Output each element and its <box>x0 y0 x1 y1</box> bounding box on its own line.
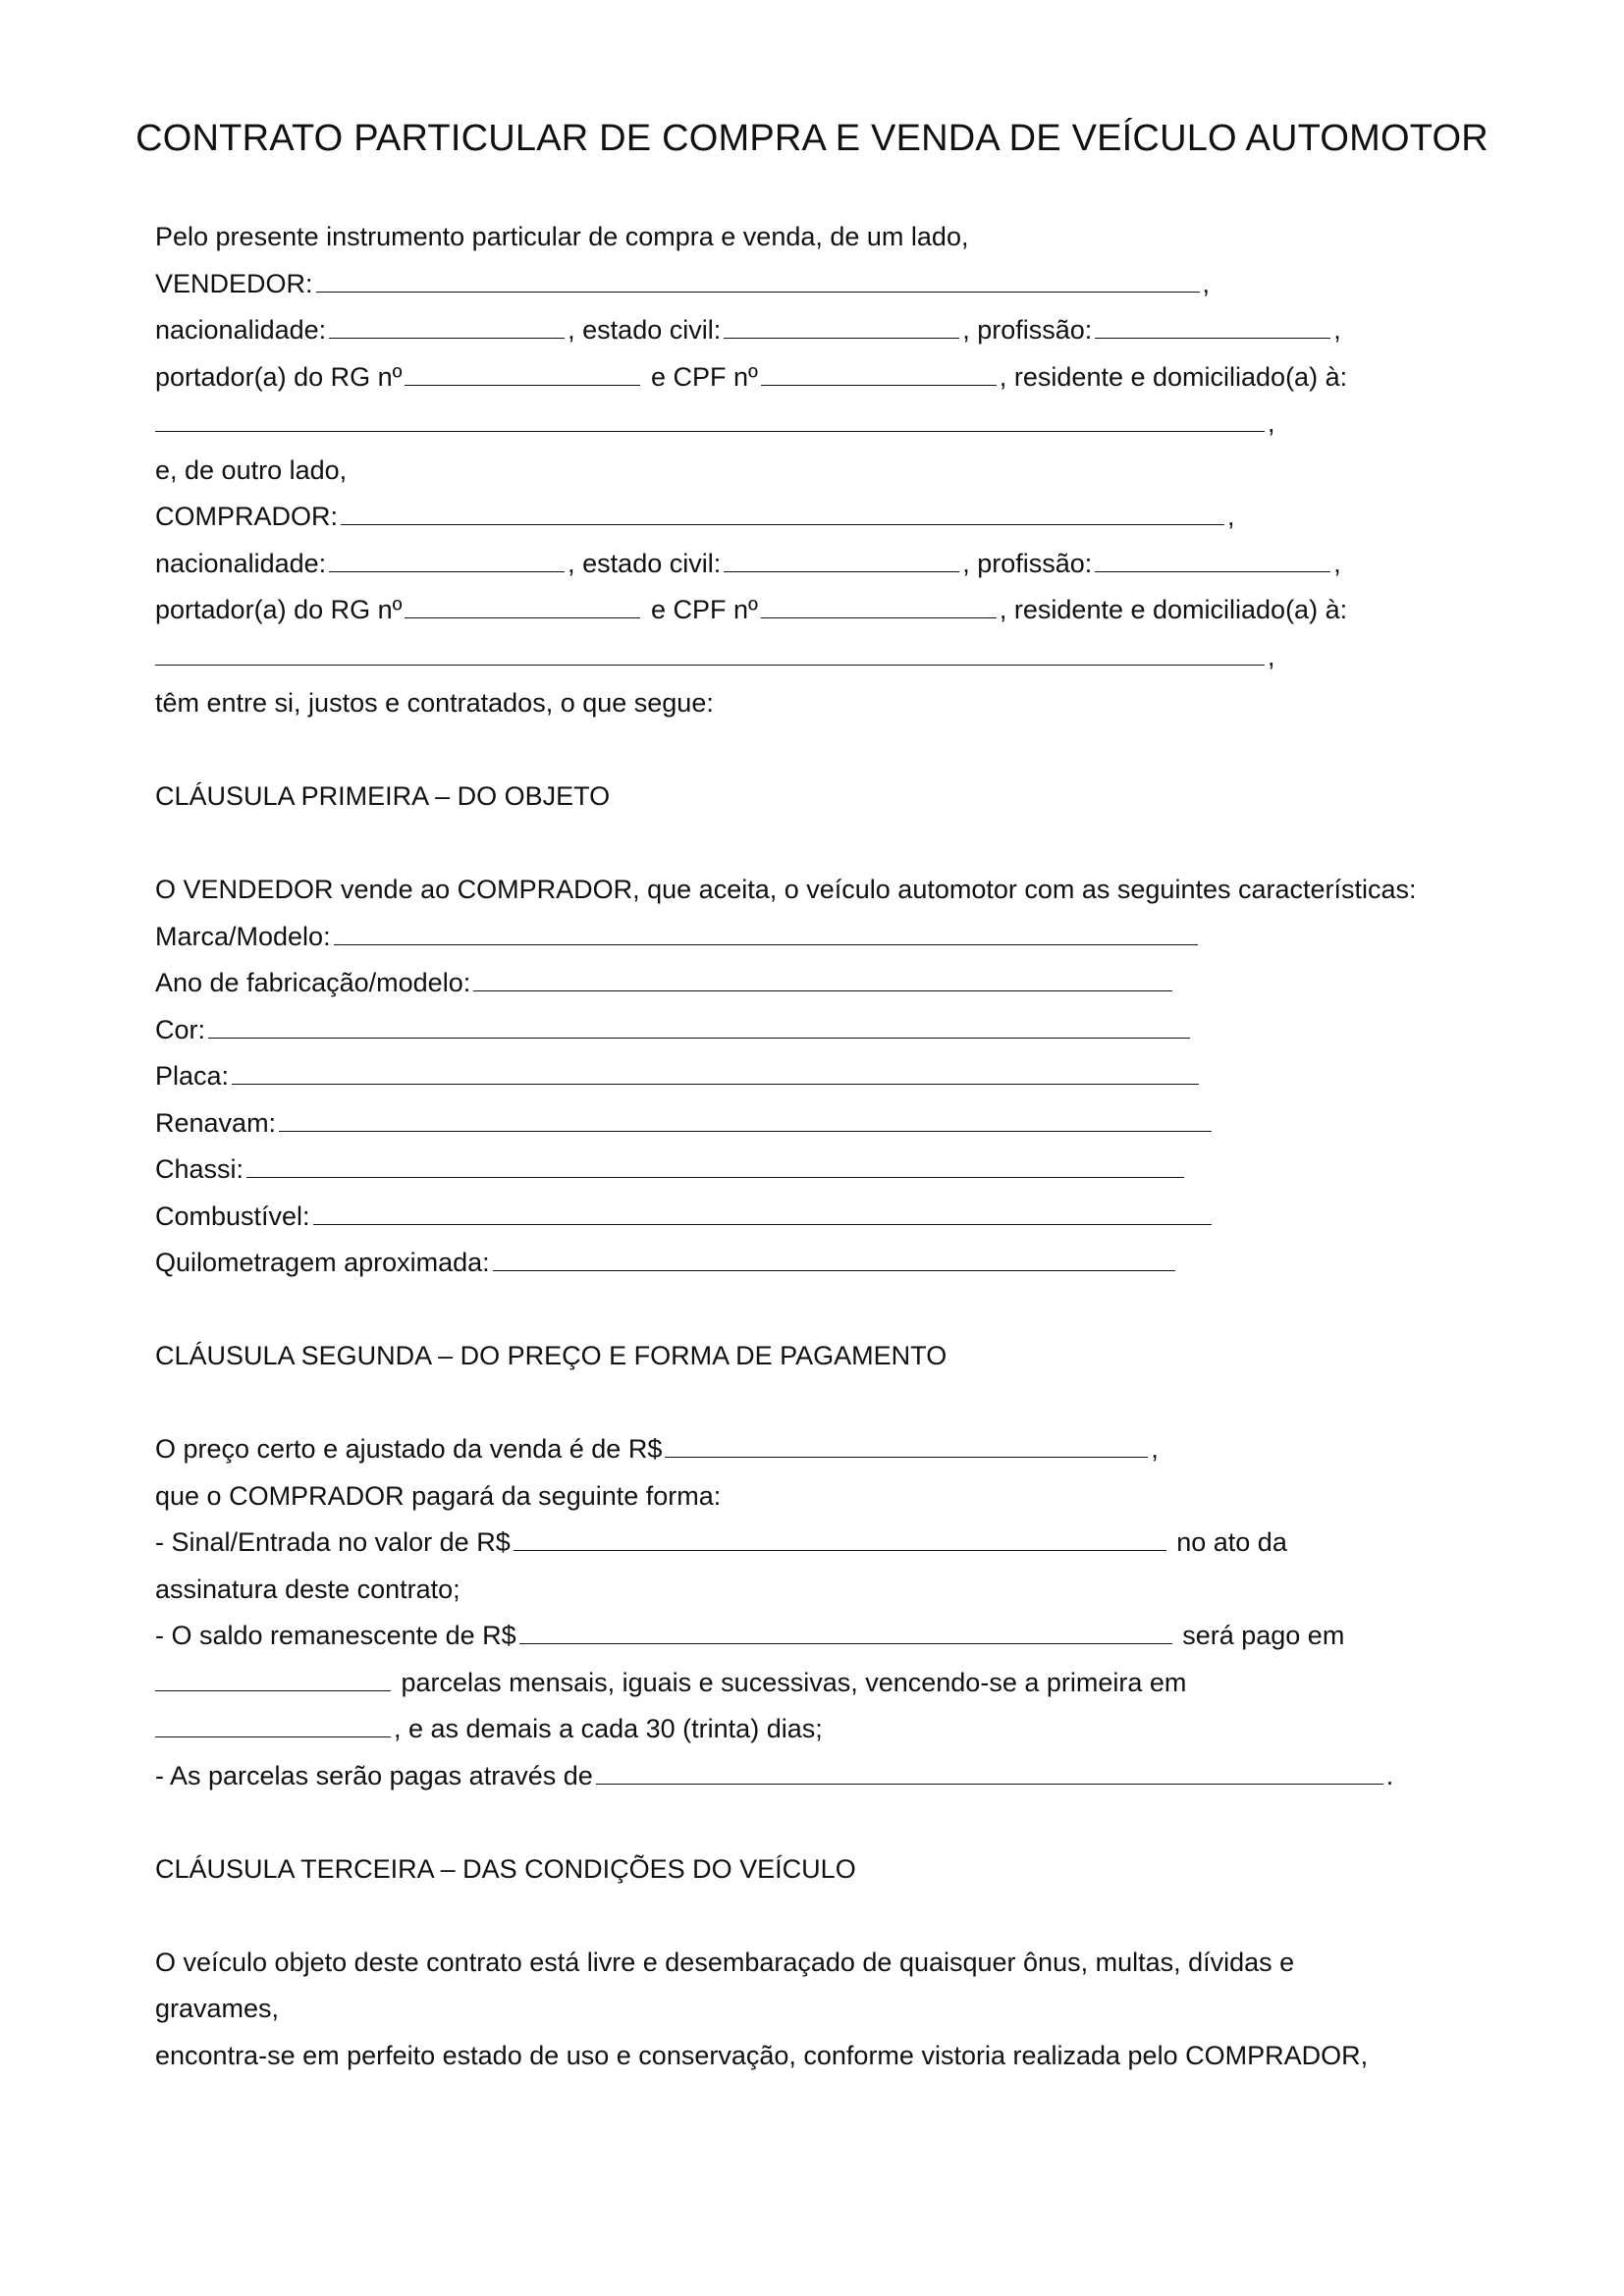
buyer-details-line: nacionalidade: , estado civil: , profissão: , <box>155 541 1549 588</box>
buyer-nationality-blank[interactable] <box>329 542 565 572</box>
clause2-heading: CLÁUSULA SEGUNDA – DO PREÇO E FORMA DE PAGAMENTO <box>155 1341 947 1370</box>
brand-blank[interactable] <box>334 915 1198 945</box>
clause3-line2: gravames, <box>155 1994 280 2023</box>
installments-count-blank[interactable] <box>155 1661 391 1691</box>
plate-line: Placa: <box>155 1053 1549 1100</box>
balance-line: - O saldo remanescente de R$ será pago em <box>155 1613 1549 1660</box>
installments-line: parcelas mensais, iguais e sucessivas, vencendo-se a primeira em <box>155 1660 1549 1707</box>
clause3-line1: O veículo objeto deste contrato está livre e desembaraçado de quaisquer ônus, multas, dívidas e <box>155 1947 1295 1977</box>
buyer-documents-line: portador(a) do RG nº e CPF nº , residente e domiciliado(a) à: <box>155 587 1549 634</box>
buyer-cpf-blank[interactable] <box>761 588 997 618</box>
chassis-blank[interactable] <box>246 1148 1184 1178</box>
seller-documents-line: portador(a) do RG nº e CPF nº , residente e domiciliado(a) à: <box>155 354 1549 401</box>
seller-nationality-blank[interactable] <box>329 308 565 339</box>
payment-method-blank[interactable] <box>596 1754 1383 1785</box>
year-blank[interactable] <box>473 961 1172 991</box>
color-blank[interactable] <box>208 1008 1190 1039</box>
seller-cpf-blank[interactable] <box>761 355 997 386</box>
price-line: O preço certo e ajustado da venda é de R$ , <box>155 1426 1549 1473</box>
buyer-profession-blank[interactable] <box>1095 542 1330 572</box>
buyer-address-blank[interactable] <box>155 635 1265 666</box>
down-payment-cont-line: assinatura deste contrato; <box>155 1574 460 1604</box>
first-due-date-blank[interactable] <box>155 1707 391 1737</box>
renavam-line: Renavam: <box>155 1100 1549 1148</box>
seller-line: VENDEDOR: , <box>155 261 1549 308</box>
seller-name-blank[interactable] <box>316 262 1200 293</box>
down-payment-blank[interactable] <box>514 1521 1166 1551</box>
buyer-name-blank[interactable] <box>341 495 1224 525</box>
first-due-line: , e as demais a cada 30 (trinta) dias; <box>155 1706 1549 1753</box>
seller-address-line: , <box>155 400 1549 448</box>
page-title: CONTRATO PARTICULAR DE COMPRA E VENDA DE VEÍCULO AUTOMOTOR <box>135 118 1489 159</box>
clause3-line3: encontra-se em perfeito estado de uso e conservação, conforme vistoria realizada pelo COMPRADOR, <box>155 2040 1369 2070</box>
clause1-heading: CLÁUSULA PRIMEIRA – DO OBJETO <box>155 781 611 811</box>
clause1-text: O VENDEDOR vende ao COMPRADOR, que aceita, o veículo automotor com as seguintes características: <box>155 875 1417 904</box>
buyer-marital-blank[interactable] <box>724 542 959 572</box>
down-payment-line: - Sinal/Entrada no valor de R$ no ato da <box>155 1520 1549 1567</box>
method-line: - As parcelas serão pagas através de . <box>155 1753 1549 1800</box>
renavam-blank[interactable] <box>279 1101 1212 1132</box>
payment-intro-line: que o COMPRADOR pagará da seguinte forma: <box>155 1480 722 1511</box>
clause3-heading: CLÁUSULA TERCEIRA – DAS CONDIÇÕES DO VEÍCULO <box>155 1853 856 1884</box>
seller-marital-blank[interactable] <box>724 308 959 339</box>
fuel-line: Combustível: <box>155 1194 1549 1241</box>
mileage-line: Quilometragem aproximada: <box>155 1240 1549 1287</box>
plate-blank[interactable] <box>232 1054 1199 1085</box>
agreement-line: têm entre si, justos e contratados, o que segue: <box>155 688 714 718</box>
buyer-line: COMPRADOR: , <box>155 494 1549 541</box>
buyer-address-line: , <box>155 634 1549 681</box>
seller-profession-blank[interactable] <box>1095 308 1330 339</box>
brand-line: Marca/Modelo: <box>155 914 1549 961</box>
seller-details-line: nacionalidade: , estado civil: , profissão: , <box>155 307 1549 354</box>
year-line: Ano de fabricação/modelo: <box>155 960 1549 1007</box>
fuel-blank[interactable] <box>313 1195 1212 1225</box>
seller-address-blank[interactable] <box>155 401 1265 432</box>
color-line: Cor: <box>155 1007 1549 1054</box>
mileage-blank[interactable] <box>493 1241 1175 1271</box>
contract-body <box>155 214 1549 2079</box>
seller-rg-blank[interactable] <box>405 355 640 386</box>
price-blank[interactable] <box>665 1427 1148 1458</box>
buyer-rg-blank[interactable] <box>405 588 640 618</box>
intro-line: Pelo presente instrumento particular de compra e venda, de um lado, <box>155 222 969 251</box>
chassis-line: Chassi: <box>155 1147 1549 1194</box>
balance-blank[interactable] <box>519 1614 1172 1644</box>
other-side-line: e, de outro lado, <box>155 454 348 485</box>
